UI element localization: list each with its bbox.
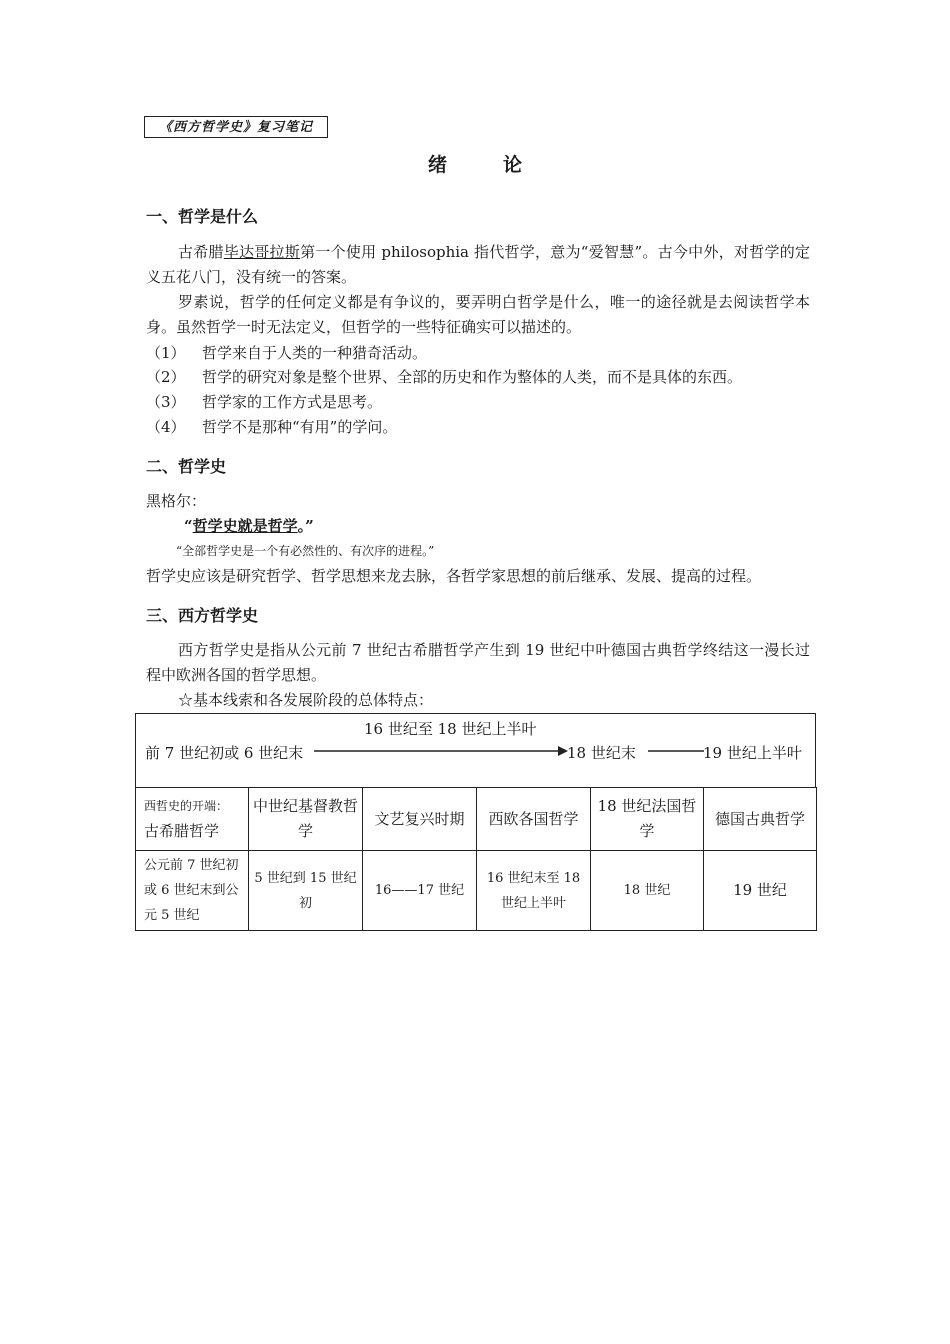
list-item: [146, 415, 397, 439]
p1-post: 第一个使用 philosophia 指代哲学，意为“爱智慧”。古今中外，对哲学的定义五花八门，没有统一的答案。: [146, 243, 810, 286]
timeline-middle: 18 世纪末: [567, 744, 636, 762]
quote-close: 。”: [297, 517, 314, 535]
small-quote: “全部哲学史是一个有必然性的、有次序的进程。”: [176, 544, 435, 558]
table-cell: 公元前 7 世纪初或 6 世纪末到公元 5 世纪: [136, 851, 249, 931]
list-item: [146, 365, 742, 389]
list-item-text: 哲学家的工作方式是思考。: [202, 393, 383, 411]
list-item-number: （2）: [146, 368, 186, 386]
page-title: [0, 150, 950, 177]
list-item: [146, 390, 382, 414]
stages-table: [135, 787, 817, 931]
table-header-cell: [136, 788, 249, 851]
section-3-paragraph: 西方哲学史是指从公元前 7 世纪古希腊哲学产生到 19 世纪中叶德国古典哲学终结这一漫长过程中欧洲各国的哲学思想。: [146, 641, 810, 684]
section-2-heading: 二、哲学史: [146, 457, 227, 476]
table-header-cell: 文艺复兴时期: [363, 788, 477, 851]
list-item-text: 哲学的研究对象是整个世界、全部的历史和作为整体的人类，而不是具体的东西。: [202, 368, 743, 386]
section-1-paragraph-2: 罗素说，哲学的任何定义都是有争议的，要弄明白哲学是什么，唯一的途径就是去阅读哲学本身。虽然哲学一时无法定义，但哲学的一些特征确实可以描述的。: [146, 293, 810, 336]
list-item-number: （1）: [146, 344, 186, 362]
section-1-paragraph-1: [146, 240, 810, 290]
list-item: [146, 341, 427, 365]
p1-pre: 古希腊: [178, 243, 224, 261]
title-char-2: 论: [503, 154, 523, 176]
table-cell: 16——17 世纪: [363, 851, 477, 931]
table-cell: 16 世纪末至 18 世纪上半叶: [477, 851, 591, 931]
table-header-cell: 中世纪基督教哲学: [249, 788, 363, 851]
table-row: [136, 851, 817, 931]
section-2-summary: 哲学史应该是研究哲学、哲学思想来龙去脉，各哲学家思想的前后继承、发展、提高的过程。: [146, 567, 762, 585]
timeline-start: 前 7 世纪初或 6 世纪末: [145, 744, 304, 762]
list-item-number: （3）: [146, 393, 186, 411]
table-header-row: [136, 788, 817, 851]
list-item-number: （4）: [146, 418, 186, 436]
title-char-1: 绪: [427, 154, 447, 176]
table-header-cell: 德国古典哲学: [704, 788, 817, 851]
p1-name: 毕达哥拉斯: [223, 243, 301, 261]
timeline-line-icon: [648, 744, 704, 758]
list-item-text: 哲学不是那种“有用”的学问。: [202, 418, 398, 436]
table-cell: 19 世纪: [704, 851, 817, 931]
section-1-heading: 一、哲学是什么: [146, 207, 259, 226]
quote-text: 哲学史就是哲学: [192, 517, 298, 535]
timeline-end: 19 世纪上半叶: [703, 744, 802, 762]
table-cell: 5 世纪到 15 世纪初: [249, 851, 363, 931]
quote-open: “: [184, 517, 193, 535]
table-cell: 18 世纪: [591, 851, 704, 931]
hegel-quote: [184, 515, 314, 536]
section-3-heading: 三、西方哲学史: [146, 606, 259, 625]
speaker-label: 黑格尔：: [146, 492, 207, 510]
table-header-cell: 18 世纪法国哲学: [591, 788, 704, 851]
timeline-box: [135, 713, 816, 788]
table-header-cell: 西欧各国哲学: [477, 788, 591, 851]
timeline-arrow-icon: [314, 744, 569, 758]
section-3-list-intro: ☆基本线索和各发展阶段的总体特点：: [178, 691, 434, 709]
header-tag: 《西方哲学史》复习笔记: [144, 116, 328, 138]
table-head-label: 古希腊哲学: [144, 822, 220, 840]
table-head-small: 西哲史的开端：: [144, 799, 229, 813]
list-item-text: 哲学来自于人类的一种猎奇活动。: [202, 344, 428, 362]
timeline-top-label: 16 世纪至 18 世纪上半叶: [364, 720, 537, 738]
